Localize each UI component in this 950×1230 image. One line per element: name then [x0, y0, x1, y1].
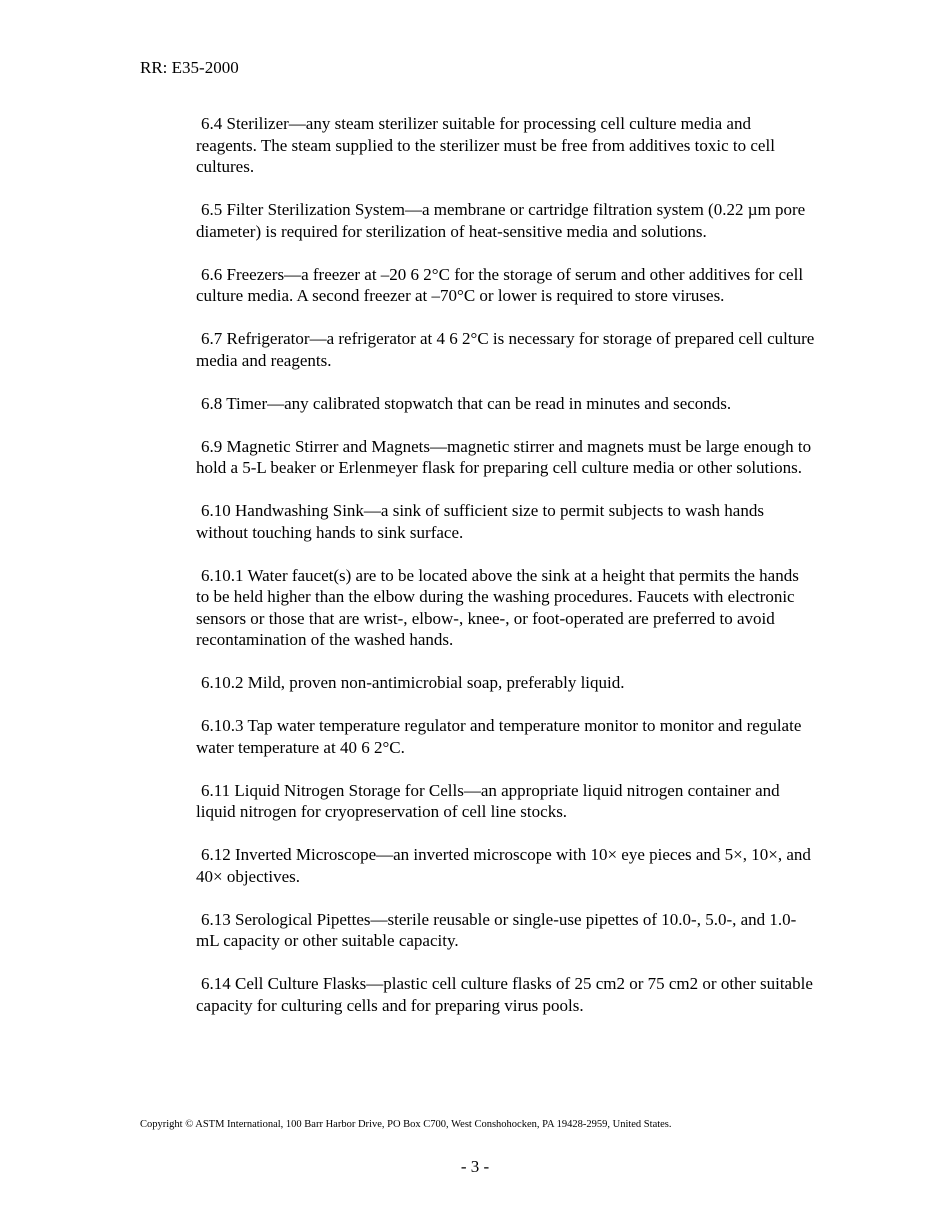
section-6-10-2-soap: 6.10.2 Mild, proven non-antimicrobial soap, preferably liquid. [201, 673, 625, 692]
section-6-10-1-water-faucet: 6.10.1 Water faucet(s) are to be located above the sink at a height that permits the hands to be held higher than the elbow during the washing procedures. Faucets with electronic sensors or those that are wrist-, elbow-, knee-, or foot-operated are preferred to avoid recontamination of the washed hands. [196, 565, 799, 649]
section-6-9-magnetic-stirrer: 6.9 Magnetic Stirrer and Magnets—magnetic stirrer and magnets must be large enough to hold a 5-L beaker or Erlenmeyer flask for preparing cell culture media or other solutions. [196, 436, 812, 477]
document-body [196, 113, 816, 1038]
section-6-7-refrigerator: 6.7 Refrigerator—a refrigerator at 4 6 2°C is necessary for storage of prepared cell culture media and reagents. [196, 329, 815, 370]
document-header: RR: E35-2000 [140, 58, 239, 77]
section-6-14-cell-culture-flasks: 6.14 Cell Culture Flasks—plastic cell culture flasks of 25 cm2 or 75 cm2 or other suitable capacity for culturing cells and for preparing virus pools. [196, 974, 813, 1015]
section-6-6-freezers: 6.6 Freezers—a freezer at –20 6 2°C for the storage of serum and other additives for cell culture media. A second freezer at –70°C or lower is required to store viruses. [196, 264, 804, 305]
section-6-8-timer: 6.8 Timer—any calibrated stopwatch that can be read in minutes and seconds. [201, 393, 732, 413]
section-6-5-filter-sterilization: 6.5 Filter Sterilization System—a membrane or cartridge filtration system (0.22 µm pore diameter) is required for sterilization of heat-sensitive media and solutions. [196, 200, 806, 241]
section-6-10-handwashing-sink: 6.10 Handwashing Sink—a sink of sufficient size to permit subjects to wash hands without touching hands to sink surface. [196, 501, 764, 542]
section-6-12-inverted-microscope: 6.12 Inverted Microscope—an inverted microscope with 10× eye pieces and 5×, 10×, and 40× objectives. [196, 845, 811, 886]
section-6-10-3-temperature-regulator: 6.10.3 Tap water temperature regulator and temperature monitor to monitor and regulate water temperature at 40 6 2°C. [196, 716, 802, 757]
section-6-13-serological-pipettes: 6.13 Serological Pipettes—sterile reusable or single-use pipettes of 10.0-, 5.0-, and 1.0-mL capacity or other suitable capacity. [196, 909, 797, 950]
page-number: - 3 - [460, 1157, 490, 1176]
copyright-footer: Copyright © ASTM International, 100 Barr Harbor Drive, PO Box C700, West Conshohocken, PA 19428-2959, United States. [140, 1119, 672, 1130]
section-6-4-sterilizer: 6.4 Sterilizer—any steam sterilizer suitable for processing cell culture media and reagents. The steam supplied to the sterilizer must be free from additives toxic to cell cultures. [196, 114, 775, 176]
section-6-11-liquid-nitrogen: 6.11 Liquid Nitrogen Storage for Cells—an appropriate liquid nitrogen container and liquid nitrogen for cryopreservation of cell line stocks. [196, 780, 780, 821]
